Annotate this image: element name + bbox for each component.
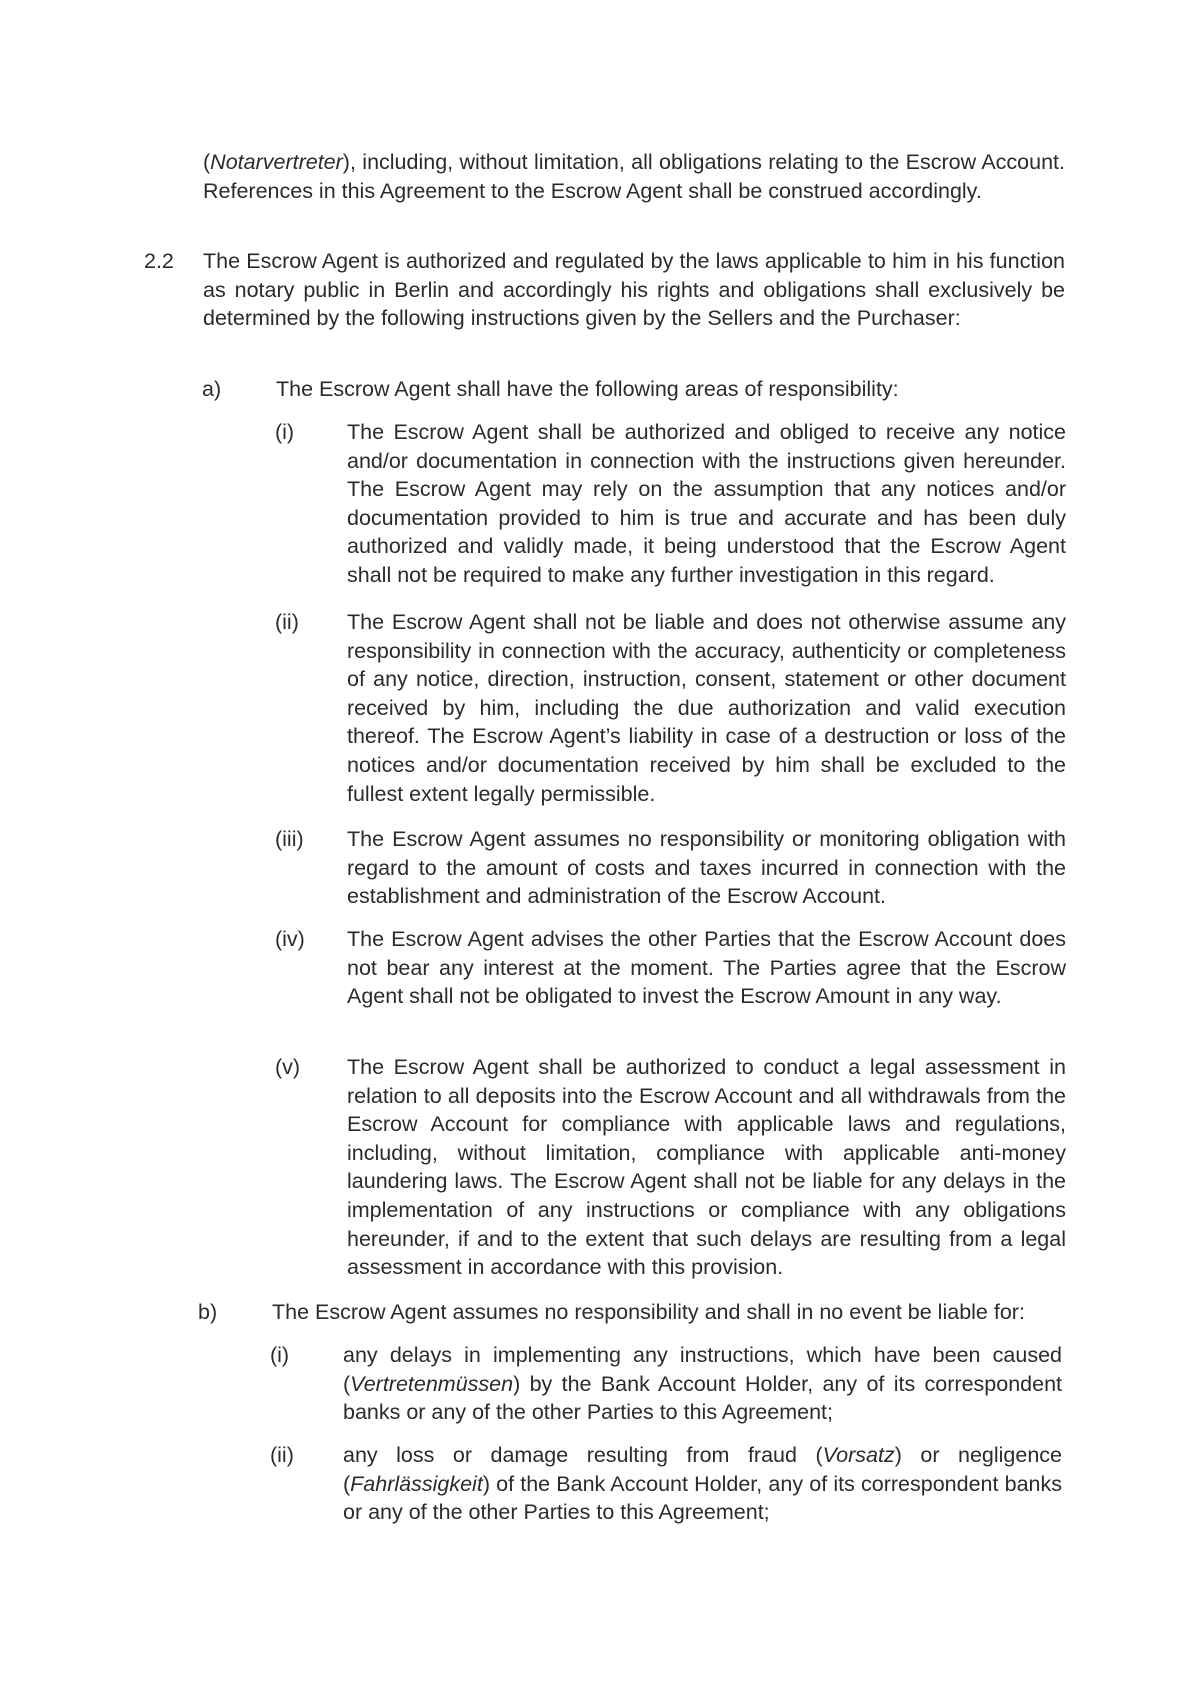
item-a-label: a) <box>202 377 222 401</box>
item-a-ii-text: The Escrow Agent shall not be liable and does not otherwise assume any responsibility in connection with the accuracy, authenticity or completeness of any notice, direction, instruction, consent, statement or other document received by him, including the due authorization and valid execution thereof. The Escrow Agent’s liability in case of a destruction or loss of the notices and/or documentation received by him shall be excluded to the fullest extent legally permissible. <box>347 610 1066 806</box>
item-b-i-part2: ) by the Bank Account Holder, any of its correspondent banks or any of the other Parties to this Agreement; <box>343 1371 1062 1425</box>
intro-paragraph <box>203 148 1065 205</box>
item-a-i-label: (i) <box>275 420 295 444</box>
item-b-label: b) <box>198 1300 218 1324</box>
item-b-i-italic-term: Vertretenmüssen <box>350 1371 514 1396</box>
item-b-ii-label: (ii) <box>270 1443 294 1467</box>
item-a-iv-text: The Escrow Agent advises the other Parties that the Escrow Account does not bear any interest at the moment. The Parties agree that the Escrow Agent shall not be obligated to invest the Escrow Amount in any way. <box>347 927 1066 1009</box>
section-2-2-paragraph: The Escrow Agent is authorized and regulated by the laws applicable to him in his function as notary public in Berlin and accordingly his rights and obligations shall exclusively be determined by the following instructions given by the Sellers and the Purchaser: <box>203 249 1065 331</box>
item-a-iii-label: (iii) <box>275 827 304 851</box>
item-b-ii-part3: ) of the Bank Account Holder, any of its correspondent banks or any of the other Parties to this Agreement; <box>343 1471 1062 1525</box>
item-a-v-label: (v) <box>275 1055 301 1079</box>
item-a-iii-text: The Escrow Agent assumes no responsibility or monitoring obligation with regard to the amount of costs and taxes incurred in connection with the establishment and administration of the Escrow Account. <box>347 827 1066 909</box>
item-b-ii-italic-vorsatz: Vorsatz <box>822 1443 895 1467</box>
item-a-v-text: The Escrow Agent shall be authorized to conduct a legal assessment in relation to all deposits into the Escrow Account and all withdrawals from the Escrow Account for compliance with applicable laws and regulations, including, without limitation, compliance with applicable anti-money laundering laws. The Escrow Agent shall not be liable for any delays in the implementation of any instructions or compliance with any obligations hereunder, if and to the extent that such delays are resulting from a legal assessment in accordance with this provision. <box>347 1055 1066 1280</box>
item-b-ii-text <box>343 1441 1062 1527</box>
intro-text: ), including, without limitation, all obligations relating to the Escrow Account. References in this Agreement to the Escrow Agent shall be construed accordingly. <box>203 150 1065 203</box>
section-2-2-number: 2.2 <box>144 249 174 273</box>
item-b-ii-part2: ) or negligence ( <box>343 1443 1062 1496</box>
item-b-text: The Escrow Agent assumes no responsibility and shall in no event be liable for: <box>272 1300 1025 1324</box>
item-a-ii-label: (ii) <box>275 610 299 634</box>
item-b-ii-part1: any loss or damage resulting from fraud ( <box>343 1443 823 1467</box>
intro-notarvertreter-term: Notarvertreter <box>210 150 343 174</box>
item-b-ii-italic-fahrlaessigkeit: Fahrlässigkeit <box>350 1471 483 1496</box>
item-a-i-text: The Escrow Agent shall be authorized and obliged to receive any notice and/or documentation in connection with the instructions given hereunder. The Escrow Agent may rely on the assumption that any notices and/or documentation provided to him is true and accurate and has been duly authorized and validly made, it being understood that the Escrow Agent shall not be required to make any further investigation in this regard. <box>347 420 1066 587</box>
item-b-i-text <box>343 1341 1062 1427</box>
item-a-text: The Escrow Agent shall have the following areas of responsibility: <box>276 377 899 401</box>
item-b-i-part1: any delays in implementing any instructions, which have been caused ( <box>343 1343 1062 1396</box>
item-b-i-label: (i) <box>270 1343 290 1367</box>
item-a-iv-label: (iv) <box>275 927 305 951</box>
intro-open-paren: ( <box>203 150 211 174</box>
